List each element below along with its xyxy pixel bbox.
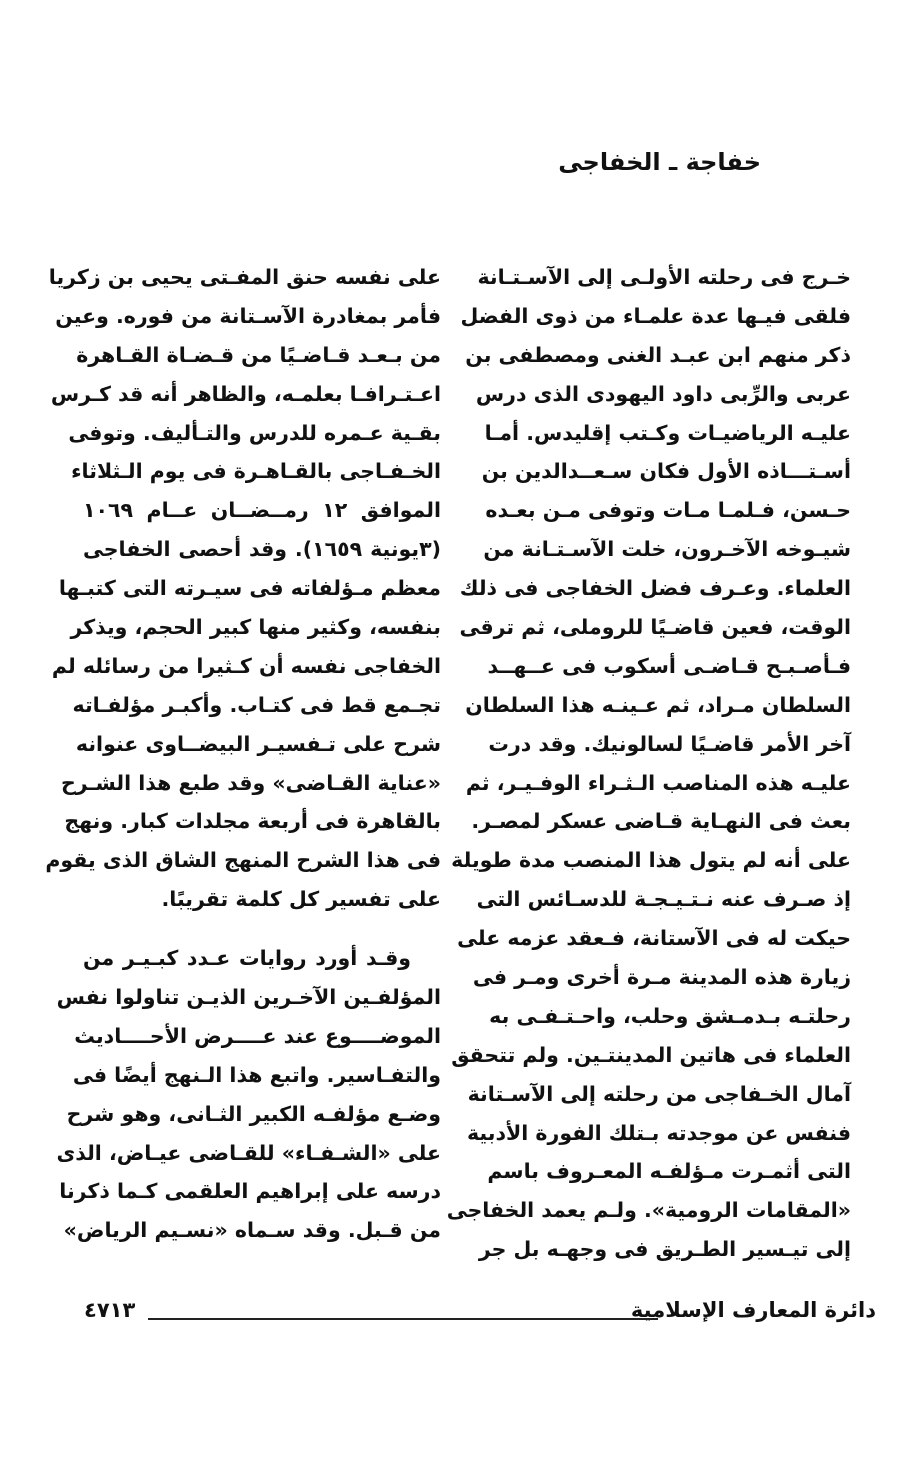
text-line: التى أثمـرت مـؤلفـه المعـروف باسم <box>487 1159 851 1184</box>
text-line: فـأصـبـح قـاضـى أسكوب فى عــهــد <box>487 653 851 678</box>
text-line: معظم مـؤلفاته فى سيـرته التى كتبـها <box>58 576 441 601</box>
text-line: آخر الأمر قاضـيًا لسالونيك. وقد درت <box>488 731 851 756</box>
text-line: والتفـاسير. واتبع هذا الـنهج أيضًا فى <box>72 1062 441 1087</box>
text-line: عليـه هذه المناصب الـثـراء الوفـيـر، ثم <box>465 770 851 795</box>
text-line: وقـد أورد روايات عـدد كبـيـر من <box>83 946 411 971</box>
text-line: الوقت، فعين قاضـيًا للروملى، ثم ترقى <box>459 615 851 640</box>
paragraph <box>45 258 442 919</box>
text-line: اعـتـرافـا بعلمـه، والظاهر أنه قد كـرس <box>50 381 441 406</box>
text-line: على «الشـفـاء» للقـاضى عيـاض، الذى <box>56 1140 441 1165</box>
running-head-title: خفاجة ـ الخفاجى <box>558 148 761 176</box>
text-line: عليـه الرياضيـات وكـتب إقليدس. أمـا <box>484 420 851 445</box>
text-line: أسـتـــاذه الأول فكان سـعــدالدين بن <box>481 459 851 484</box>
text-line: فلقى فيـها عدة علمـاء من ذوى الفضل <box>460 303 851 328</box>
text-line: بالقاهرة فى أربعة مجلدات كبار. ونهج <box>64 809 441 834</box>
footer-encyclopedia-title: دائرة المعارف الإسلامية <box>630 1298 876 1322</box>
text-line: من قـبل. وقد سـماه «نسـيم الرياض» <box>63 1218 441 1243</box>
text-column-left <box>45 258 442 1250</box>
text-line: من بـعـد قـاضـيًا من قـضـاة القـاهرة <box>76 342 441 367</box>
text-line: تجـمع قط فى كتـاب. وأكبـر مؤلفـاته <box>72 692 441 717</box>
text-line: العلماء. وعـرف فضل الخفاجى فى ذلك <box>459 576 851 601</box>
text-line: بقـية عـمره للدرس والتـأليف. وتوفى <box>68 420 441 445</box>
footer-rule-divider <box>148 1318 658 1320</box>
text-column-right <box>446 258 851 1269</box>
text-line: زيارة هذه المدينة مـرة أخرى ومـر فى <box>472 965 851 990</box>
text-line: فأمر بمغادرة الآسـتانة من فوره. وعين <box>55 303 441 328</box>
text-line: المؤلفـين الآخـرين الذيـن تناولوا نفس <box>56 985 441 1010</box>
text-line: الخـفـاجى بالقـاهـرة فى يوم الـثلاثاء <box>71 459 441 484</box>
text-line: «عناية القـاضى» وقد طبع هذا الشـرح <box>61 770 441 795</box>
page-footer <box>84 1298 876 1328</box>
text-line: الخفاجى نفسه أن كـثيرا من رسائله لم <box>51 653 441 678</box>
text-line: على تفسير كل كلمة تقريبًا. <box>161 887 441 912</box>
text-line: إلى تيـسير الطـريق فى وجهـه بل جر <box>478 1237 851 1262</box>
text-line: شرح على تـفسيـر البيضــاوى عنوانه <box>75 731 441 756</box>
text-line: ذكر منهم ابن عبـد الغنى ومصطفى بن <box>465 342 851 367</box>
text-line: وضـع مؤلفـه الكبير الثـانى، وهو شرح <box>66 1101 441 1126</box>
text-line: شيـوخه الآخـرون، خلت الآسـتـانة من <box>483 537 851 562</box>
text-line: الموافق ١٢ رمــضــان عــام ١٠٦٩ <box>83 498 441 523</box>
text-line: درسه على إبراهيم العلقمى كـما ذكرنا <box>59 1179 441 1204</box>
text-line: العلماء فى هاتين المدينتـين. ولم تتحقق <box>451 1042 851 1067</box>
text-line: على أنه لم يتول هذا المنصب مدة طويلة <box>451 848 851 873</box>
text-line: إذ صـرف عنه نـتـيـجـة للدسـائس التى <box>476 887 851 912</box>
text-line: آمال الخـفاجى من رحلته إلى الآسـتانة <box>467 1081 851 1106</box>
text-line: (٣يونية ١٦٥٩). وقد أحصى الخفاجى <box>83 537 442 562</box>
text-line: رحلتـه بـدمـشق وحلب، واحـتـفـى به <box>489 1003 851 1028</box>
text-line: على نفسه حنق المفـتى يحيى بن زكريا <box>48 265 441 289</box>
text-line: الموضــــوع عند عــــرض الأحــــاديث <box>74 1023 441 1048</box>
text-line: السلطان مـراد، ثم عـينـه هذا السلطان <box>465 692 851 717</box>
text-line: عربى والرِّبى داود اليهودى الذى درس <box>475 381 851 406</box>
text-line: فى هذا الشرح المنهج الشاق الذى يقوم <box>45 848 441 873</box>
text-line: حيكت له فى الآستانة، فـعقد عزمه على <box>457 926 851 951</box>
page-number: ٤٧١٣ <box>84 1298 136 1322</box>
paragraph-gap <box>83 919 441 939</box>
text-line: فنفس عن موجدته بـتلك الفورة الأدبية <box>466 1120 851 1145</box>
text-line: «المقامات الرومية». ولـم يعمد الخفاجى <box>446 1198 851 1223</box>
paragraph <box>56 939 441 1250</box>
text-line: حـسن، فـلمـا مـات وتوفى مـن بعـده <box>485 498 851 523</box>
text-line: خـرج فى رحلته الأولـى إلى الآسـتـانة <box>477 265 851 289</box>
text-line: بعث فى النهـاية قـاضى عسكر لمصـر. <box>471 809 851 834</box>
text-line: بنفسه، وكثير منها كبير الحجم، ويذكر <box>70 615 441 640</box>
